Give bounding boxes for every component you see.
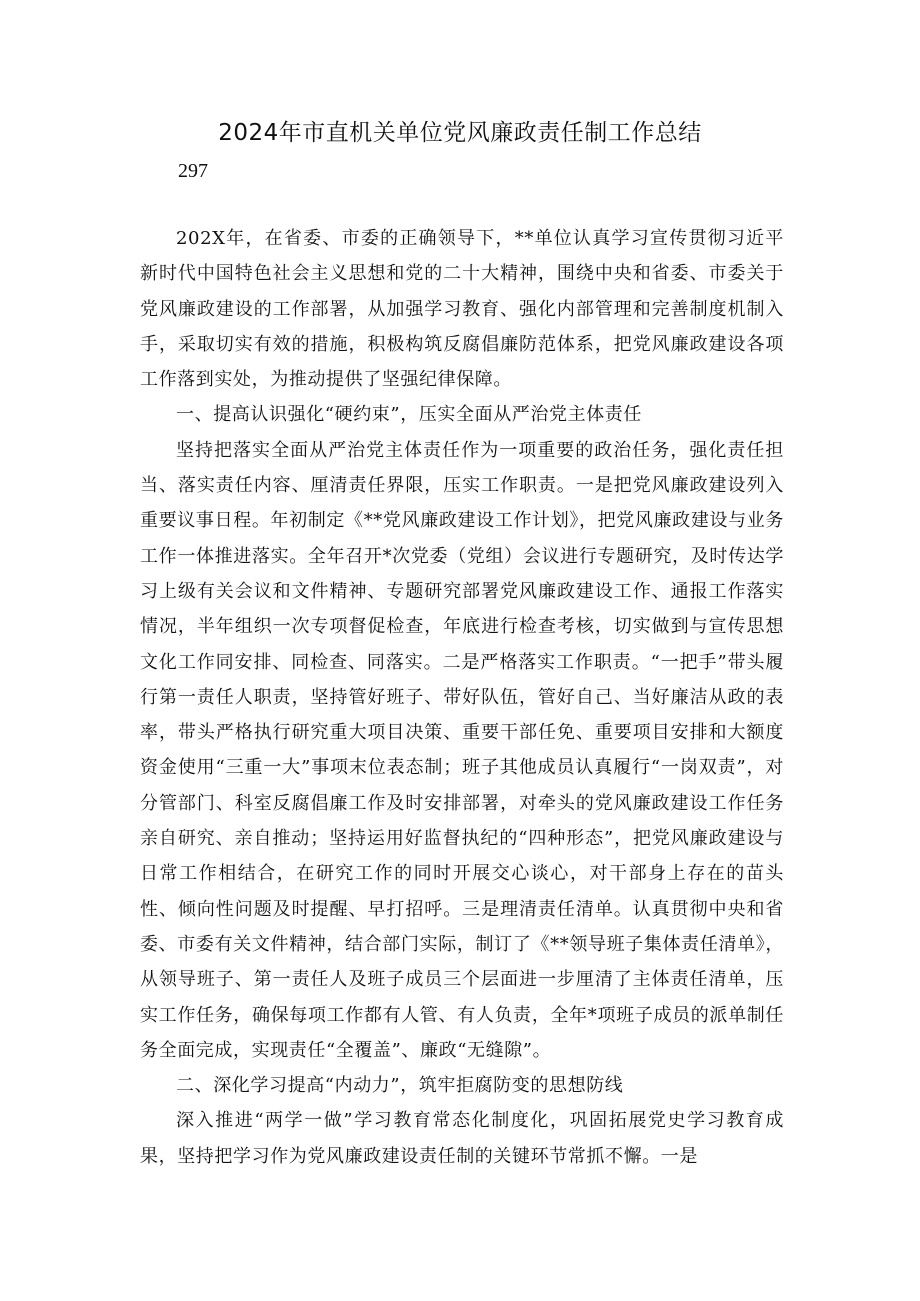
section-paragraph-1: 坚持把落实全面从严治党主体责任作为一项重要的政治任务，强化责任担当、落实责任内容、厘清责任界限，压实工作职责。一是把党风廉政建设列入重要议事日程。年初制定《**党风廉政建设工作计划》，把党风廉政建设与业务工作一体推进落实。全年召开*次党委（党组）会议进行专题研究，及时传达学习上级有关会议和文件精神、专题研究部署党风廉政建设工作、通报工作落实情况，半年组织一次专项督促检查，年底进行检查考核，切实做到与宣传思想文化工作同安排、同检查、同落实。二是严格落实工作职责。“一把手”带头履行第一责任人职责，坚持管好班子、带好队伍，管好自己、当好廉洁从政的表率，带头严格执行研究重大项目决策、重要干部任免、重要项目安排和大额度资金使用“三重一大”事项末位表态制；班子其他成员认真履行“一岗双责”，对分管部门、科室反腐倡廉工作及时安排部署，对牵头的党风廉政建设工作任务亲自研究、亲自推动；坚持运用好监督执纪的“四种形态”，把党风廉政建设与日常工作相结合，在研究工作的同时开展交心谈心，对干部身上存在的苗头性、倾向性问题及时提醒、早打招呼。三是理清责任清单。认真贯彻中央和省委、市委有关文件精神，结合部门实际，制订了《**领导班子集体责任清单》，从领导班子、第一责任人及班子成员三个层面进一步厘清了主体责任清单，压实工作任务，确保每项工作都有人管、有人负责，全年*项班子成员的派单制任务全面完成，实现责任“全覆盖”、廉政“无缝隙”。 (140, 439, 784, 1061)
intro-paragraph: 202X年，在省委、市委的正确领导下，**单位认真学习宣传贯彻习近平新时代中国特色社会主义思想和党的二十大精神，围绕中央和省委、市委关于党风廉政建设的工作部署，从加强学习教育、强化内部管理和完善制度机制入手，采取切实有效的措施，积极构筑反腐倡廉防范体系，把党风廉政建设各项工作落到实处，为推动提供了坚强纪律保障。 (140, 228, 784, 391)
document-number: 297 (178, 160, 208, 182)
section-heading-1: 一、提高认识强化“硬约束”，压实全面从严治党主体责任 (176, 404, 643, 426)
section-heading-2: 二、深化学习提高“内动力”，筑牢拒腐防变的思想防线 (176, 1075, 624, 1097)
document-title: 2024年市直机关单位党风廉政责任制工作总结 (218, 120, 702, 146)
section-paragraph-2: 深入推进“两学一做”学习教育常态化制度化，巩固拓展党史学习教育成果，坚持把学习作为党风廉政建设责任制的关键环节常抓不懈。一是 (140, 1110, 784, 1167)
document-body (140, 221, 784, 1174)
